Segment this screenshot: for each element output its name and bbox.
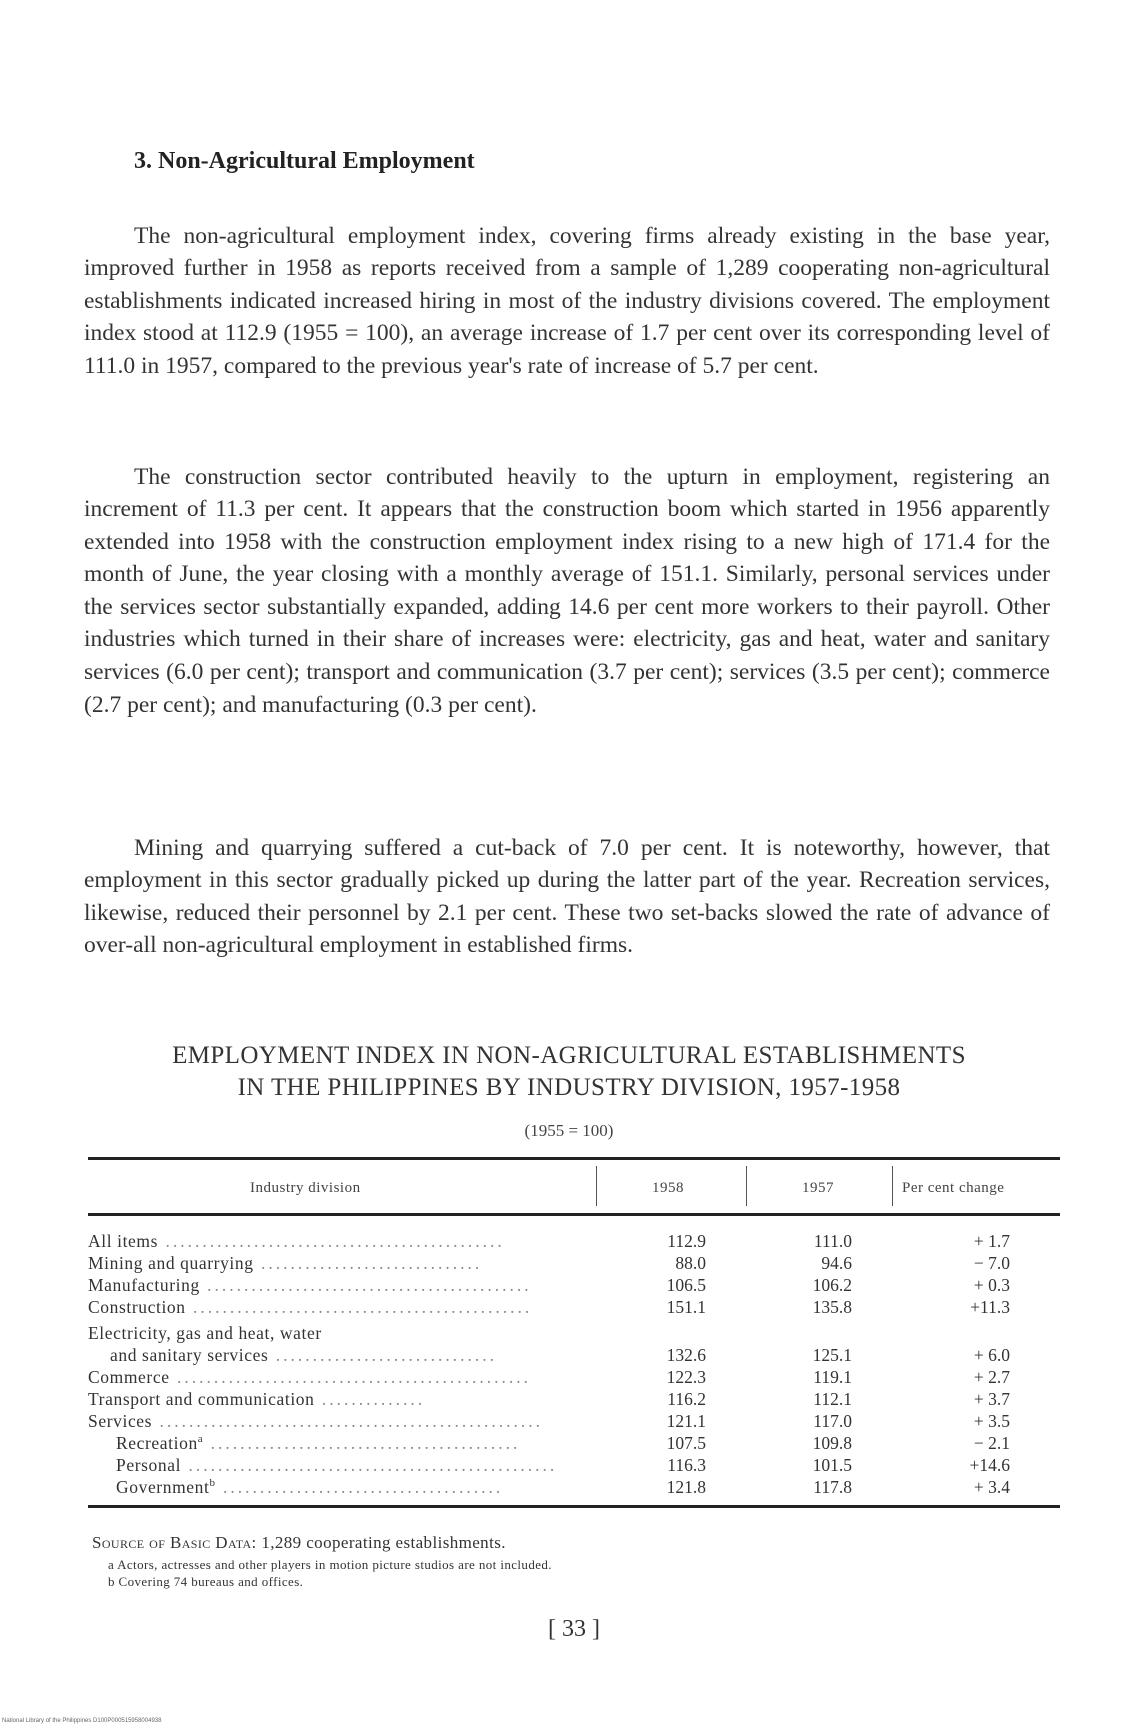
value-per-cent-change: − 7.0 [973,1253,1010,1273]
leader-dots: .............. [314,1389,426,1409]
row-label [116,1477,636,1498]
header-1957: 1957 [802,1180,834,1196]
row-label [88,1253,608,1274]
source-note [92,1533,506,1553]
leader-dots: .............................. [268,1345,498,1365]
value-1957: 101.5 [812,1455,852,1475]
row-label-text: Construction [88,1297,186,1317]
table-row [88,1345,1060,1367]
source-text: 1,289 cooperating establishments. [261,1533,506,1552]
table-row [88,1389,1060,1411]
table-row [88,1253,1060,1275]
value-1958: 121.1 [666,1411,706,1431]
value-1958: 121.8 [666,1477,706,1497]
value-1958: 122.3 [666,1367,706,1387]
row-label-text: Commerce [88,1367,170,1387]
value-per-cent-change: + 2.7 [973,1367,1010,1387]
leader-dots: ............................................ [199,1275,532,1295]
leader-dots: .................................................... [152,1411,543,1431]
value-per-cent-change: +14.6 [969,1455,1010,1475]
row-label-text: Government [116,1477,210,1497]
value-1957: 119.1 [813,1367,852,1387]
footnote-b: b Covering 74 bureaus and offices. [108,1574,304,1589]
row-label [116,1433,636,1454]
table-title [84,1040,1054,1104]
source-label: Source of Basic Data: [92,1533,257,1552]
table-row [88,1433,1060,1455]
footnote-a: a Actors, actresses and other players in motion picture studios are not included. [108,1557,552,1572]
value-per-cent-change: + 3.5 [973,1411,1010,1431]
leader-dots: ................................................ [169,1367,531,1387]
value-1957: 135.8 [812,1297,852,1317]
row-label [88,1323,608,1344]
table-title-line-1: EMPLOYMENT INDEX IN NON-AGRICULTURAL ESTABLISHMENTS [172,1042,966,1069]
row-label [116,1455,636,1476]
value-1958: 151.1 [666,1297,706,1317]
row-label [88,1367,608,1388]
value-per-cent-change: + 1.7 [973,1231,1010,1251]
row-label-text: Electricity, gas and heat, water [88,1323,322,1343]
table-row [88,1231,1060,1253]
row-label-text: Personal [116,1455,182,1475]
value-per-cent-change: + 6.0 [973,1345,1010,1365]
row-label [88,1297,608,1318]
paragraph-1: The non-agricultural employment index, covering firms already existing in the base year, improved further in 1958 as reports received from a sample of 1,289 cooperating non-agricultural establishments indicated increased hiring in most of the industry divisions covered. The employment index stood at 112.9 (1955 = 100), an average increase of 1.7 per cent over its corresponding level of 111.0 in 1957, compared to the previous year's rate of increase of 5.7 per cent. [84,222,1050,379]
leader-dots: .......................................... [203,1433,521,1453]
value-1958: 116.3 [667,1455,706,1475]
row-label [88,1411,608,1432]
marginal-note: National Library of the Philippines D100P000515958004938 [2,1718,162,1724]
value-1958: 88.0 [675,1253,706,1273]
value-1957: 106.2 [812,1275,852,1295]
value-1957: 111.0 [813,1231,852,1251]
header-separator [596,1166,597,1206]
header-per-cent-change: Per cent change [902,1180,1005,1196]
table-row [88,1411,1060,1433]
value-1958: 112.9 [667,1231,706,1251]
value-1957: 117.8 [813,1477,852,1497]
value-per-cent-change: +11.3 [970,1297,1010,1317]
value-1958: 132.6 [666,1345,706,1365]
value-per-cent-change: − 2.1 [973,1433,1010,1453]
table-row [88,1477,1060,1499]
row-label-text: Mining and quarrying [88,1253,254,1273]
row-label-text: Transport and communication [88,1389,315,1409]
value-1958: 106.5 [666,1275,706,1295]
table-row [88,1275,1060,1297]
header-separator [892,1166,893,1206]
row-label-text: Recreation [116,1433,198,1453]
table-row [88,1297,1060,1319]
table-subtitle: (1955 = 100) [524,1121,614,1140]
row-label-text: All items [88,1231,159,1251]
table-bottom-rule [88,1505,1060,1508]
table-row [88,1455,1060,1477]
section-heading: 3. Non-Agricultural Employment [134,148,475,174]
row-label [110,1345,630,1366]
leader-dots: .............................. [253,1253,483,1273]
header-separator [746,1166,747,1206]
row-footnote-marker: b [209,1477,216,1490]
table-row [88,1367,1060,1389]
leader-dots: ...................................... [215,1477,504,1497]
row-footnote-marker: a [197,1433,204,1446]
paragraph-3: Mining and quarrying suffered a cut-back of 7.0 per cent. It is noteworthy, however, that employment in this sector gradually picked up during the latter part of the year. Recreation services, likewise, reduced their personnel by 2.1 per cent. These two set-backs slowed the rate of advance of over-all non-agricultural employment in established firms. [84,834,1050,959]
row-label [88,1231,608,1252]
row-label [88,1389,608,1410]
value-1957: 125.1 [812,1345,852,1365]
row-label-text: Services [88,1411,153,1431]
value-1957: 117.0 [813,1411,852,1431]
page-number: [ 33 ] [548,1616,600,1642]
header-1958: 1958 [652,1180,684,1196]
row-label-text: and sanitary services [110,1345,269,1365]
leader-dots: .............................................. [185,1297,533,1317]
header-industry-division: Industry division [250,1180,361,1196]
value-per-cent-change: + 3.4 [973,1477,1010,1497]
table-header-rule [88,1213,1060,1216]
value-per-cent-change: + 0.3 [973,1275,1010,1295]
leader-dots: .............................................. [158,1231,505,1251]
table-row [88,1323,1060,1345]
table-top-rule [88,1157,1060,1160]
value-1957: 94.6 [821,1253,852,1273]
value-1957: 109.8 [812,1433,852,1453]
leader-dots: .................................................. [181,1455,558,1475]
value-1958: 107.5 [666,1433,706,1453]
value-per-cent-change: + 3.7 [973,1389,1010,1409]
value-1957: 112.1 [813,1389,852,1409]
row-label [88,1275,608,1296]
paragraph-2: The construction sector contributed heavily to the upturn in employment, registering an increment of 11.3 per cent. It appears that the construction boom which started in 1956 apparently extended into 1958 with the construction employment index rising to a new high of 171.4 for the month of June, the year closing with a monthly average of 151.1. Similarly, personal services under the services sector substantially expanded, adding 14.6 per cent more workers to their payroll. Other industries which turned in their share of increases were: electricity, gas and heat, water and sanitary services (6.0 per cent); transport and communication (3.7 per cent); services (3.5 per cent); commerce (2.7 per cent); and manufacturing (0.3 per cent). [84,463,1050,718]
row-label-text: Manufacturing [88,1275,200,1295]
table-title-line-2: IN THE PHILIPPINES BY INDUSTRY DIVISION, 1957-1958 [237,1074,901,1101]
value-1958: 116.2 [667,1389,706,1409]
